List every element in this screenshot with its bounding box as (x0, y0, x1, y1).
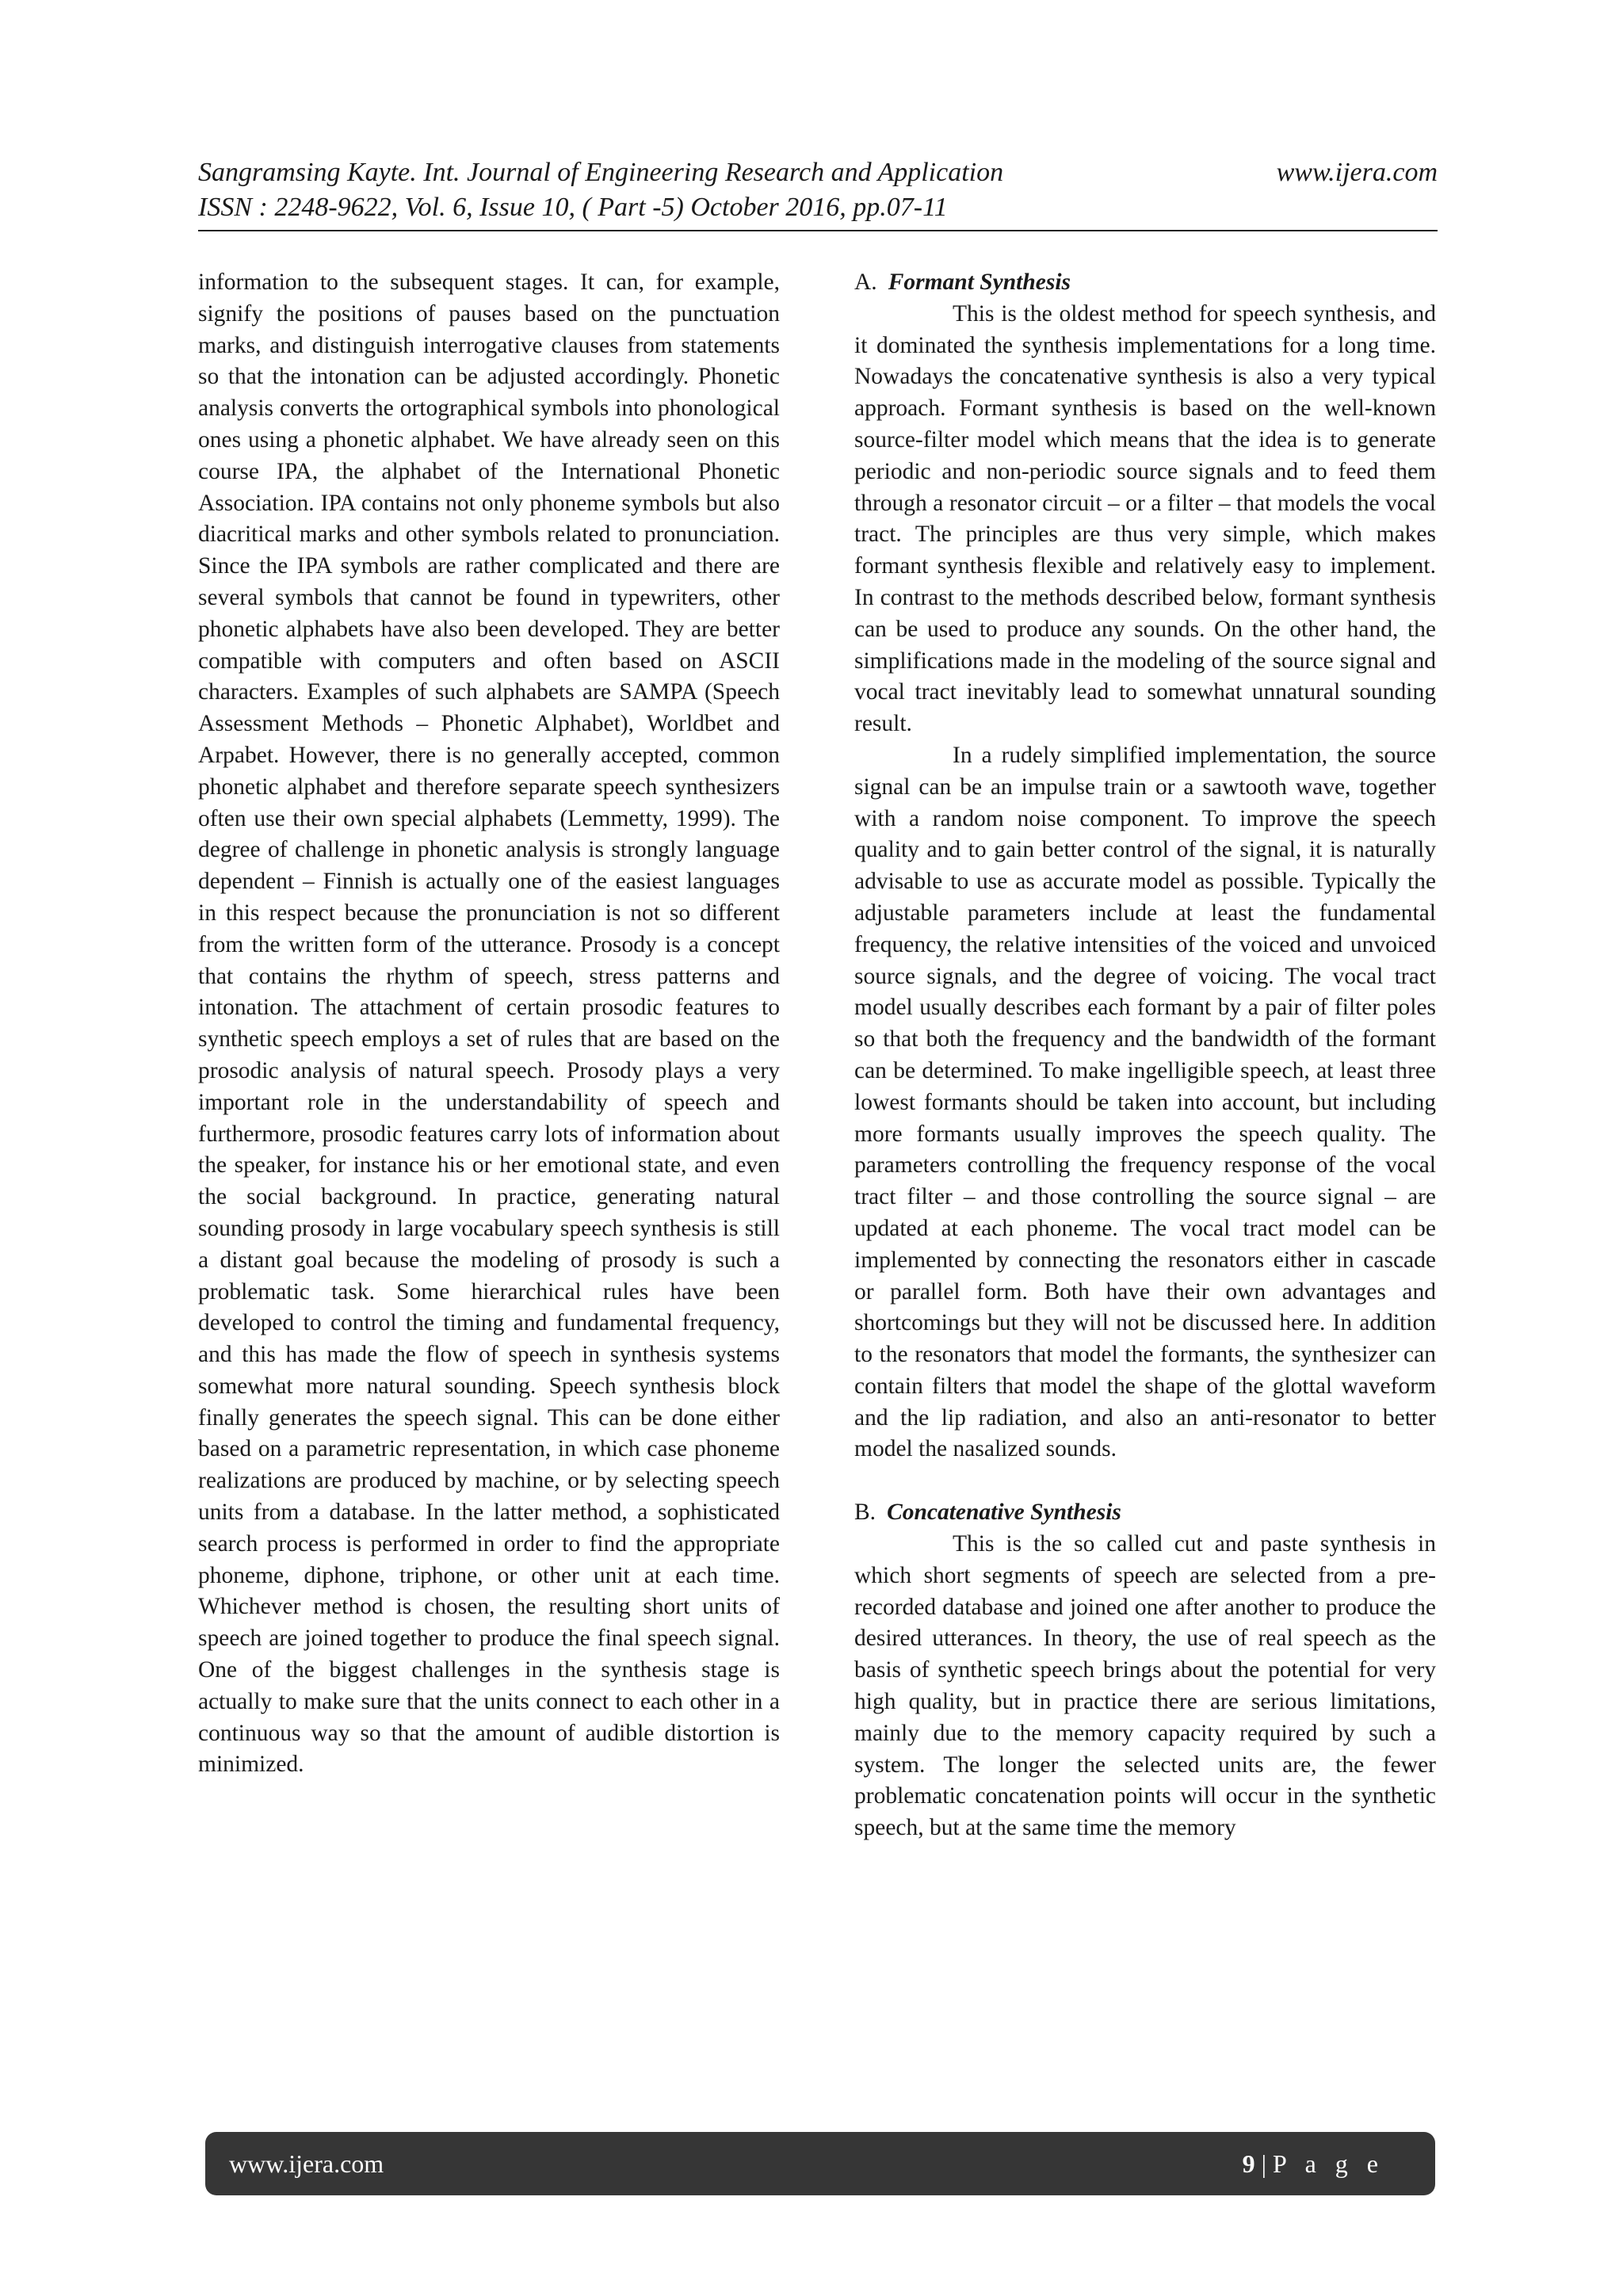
section-title: Concatenative Synthesis (887, 1499, 1121, 1526)
left-column (198, 267, 780, 1781)
section-title: Formant Synthesis (888, 269, 1071, 295)
section-heading-concatenative (854, 1497, 1436, 1529)
right-column (854, 267, 1436, 1844)
journal-citation: Sangramsing Kayte. Int. Journal of Engineering Research and Application (198, 158, 1004, 187)
page-number: 9 (1242, 2149, 1255, 2178)
header-website: www.ijera.com (1276, 158, 1438, 187)
footer-website: www.ijera.com (229, 2149, 384, 2178)
section-spacer (854, 1465, 1436, 1497)
body-paragraph: This is the oldest method for speech synthesis, and it dominated the synthesis implementations for a long time. Nowadays the concatenative synthesis is also a very typical approach. Formant synthesis is based on the well-known source-filter model which means that the idea is to generate periodic and non-periodic source signals and to feed them through a resonator circuit – or a filter – that models the vocal tract. The principles are thus very simple, which makes formant synthesis flexible and relatively easy to implement. In contrast to the methods described below, formant synthesis can be used to produce any sounds. On the other hand, the simplifications made in the modeling of the source signal and vocal tract inevitably lead to somewhat unnatural sounding result. (854, 300, 1436, 737)
page-footer (205, 2132, 1435, 2195)
page-separator: | (1261, 2149, 1266, 2178)
header-divider (198, 230, 1438, 231)
page-indicator (1243, 2149, 1384, 2179)
section-letter: A. (854, 269, 877, 295)
page-label: P a g e (1272, 2149, 1384, 2178)
body-paragraph: information to the subsequent stages. It can, for example, signify the positions of pauses based on the punctuation marks, and distinguish interrogative clauses from statements so that the intonation can be adjusted accordingly. Phonetic analysis converts the ortographical symbols into phonological ones using a phonetic alphabet. We have already seen on this course IPA, the alphabet of the International Phonetic Association. IPA contains not only phoneme symbols but also diacritical marks and other symbols related to pronunciation. Since the IPA symbols are rather complicated and there are several symbols that cannot be found in typewriters, other phonetic alphabets have also been developed. They are better compatible with computers and often based on ASCII characters. Examples of such alphabets are SAMPA (Speech Assessment Methods – Phonetic Alphabet), Worldbet and Arpabet. However, there is no generally accepted, common phonetic alphabet and therefore separate speech synthesizers often use their own special alphabets (Lemmetty, 1999). The degree of challenge in phonetic analysis is strongly language dependent – Finnish is actually one of the easiest languages in this respect because the pronunciation is not so different from the written form of the utterance. Prosody is a concept that contains the rhythm of speech, stress patterns and intonation. The attachment of certain prosodic features to synthetic speech employs a set of rules that are based on the prosodic analysis of natural speech. Prosody plays a very important role in the understandability of speech and furthermore, prosodic features carry lots of information about the speaker, for instance his or her emotional state, and even the social background. In practice, generating natural sounding prosody in large vocabulary speech synthesis is still a distant goal because the modeling of prosody is such a problematic task. Some hierarchical rules have been developed to control the timing and fundamental frequency, and this has made the flow of speech in synthesis systems somewhat more natural sounding. Speech synthesis block finally generates the speech signal. This can be done either based on a parametric representation, in which case phoneme realizations are produced by machine, or by selecting speech units from a database. In the latter method, a sophisticated search process is performed in order to find the appropriate phoneme, diphone, triphone, or other unit at each time. Whichever method is chosen, the resulting short units of speech are joined together to produce the final speech signal. One of the biggest challenges in the synthesis stage is actually to make sure that the units connect to each other in a continuous way so that the amount of audible distortion is minimized. (198, 269, 780, 1778)
body-paragraph: This is the so called cut and paste synthesis in which short segments of speech are selected from a pre-recorded database and joined one after another to produce the desired utterances. In theory, the use of real speech as the basis of synthetic speech brings about the potential for very high quality, but in practice there are serious limitations, mainly due to the memory capacity required by such a system. The longer the selected units are, the fewer problematic concatenation points will occur in the synthetic speech, but at the same time the memory (854, 1531, 1436, 1841)
issn-citation: ISSN : 2248-9622, Vol. 6, Issue 10, ( Part -5) October 2016, pp.07-11 (198, 193, 948, 222)
section-letter: B. (854, 1499, 876, 1526)
running-header (198, 155, 1438, 225)
body-paragraph: In a rudely simplified implementation, the source signal can be an impulse train or a sawtooth wave, together with a random noise component. To improve the speech quality and to gain better control of the signal, it is naturally advisable to use as accurate model as possible. Typically the adjustable parameters include at least the fundamental frequency, the relative intensities of the voiced and unvoiced source signals, and the degree of voicing. The vocal tract model usually describes each formant by a pair of filter poles so that both the frequency and the bandwidth of the formant can be determined. To make ingelligible speech, at least three lowest formants should be taken into account, but including more formants usually improves the speech quality. The parameters controlling the frequency response of the vocal tract filter – and those controlling the source signal – are updated at each phoneme. The vocal tract model can be implemented by connecting the resonators either in cascade or parallel form. Both have their own advantages and shortcomings but they will not be discussed here. In addition to the resonators that model the formants, the synthesizer can contain filters that model the shape of the glottal waveform and the lip radiation, and also an anti-resonator to better model the nasalized sounds. (854, 742, 1436, 1462)
section-heading-formant (854, 267, 1436, 299)
